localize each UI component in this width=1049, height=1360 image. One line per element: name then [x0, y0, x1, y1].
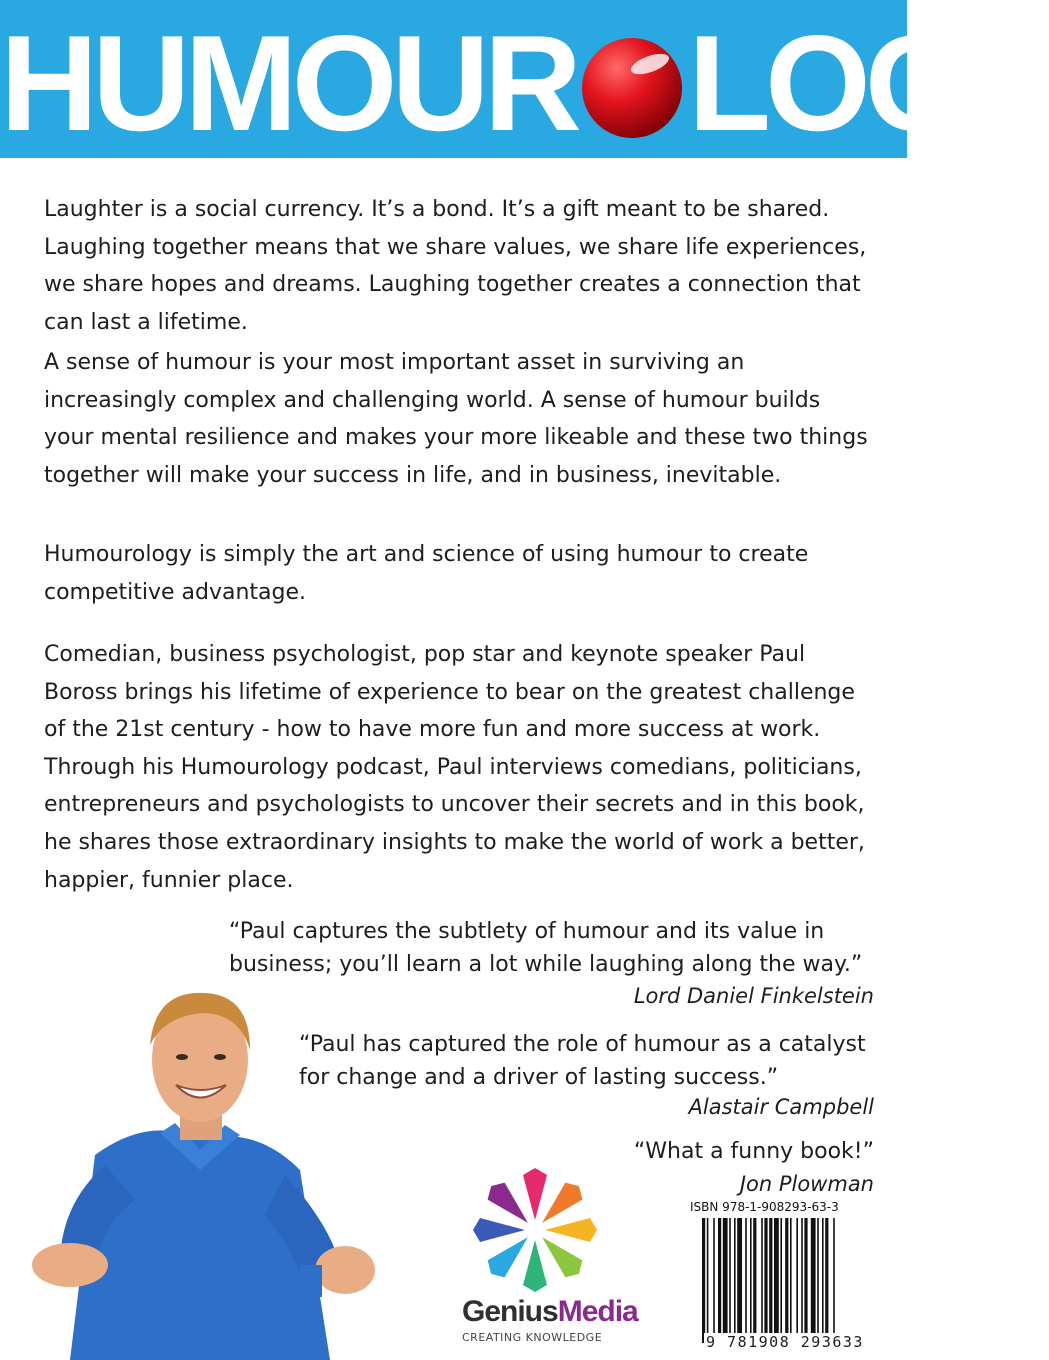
barcode-icon	[700, 1218, 880, 1348]
publisher-name	[462, 1295, 638, 1329]
author-photo	[0, 965, 400, 1360]
quote-2-author: Alastair Campbell	[688, 1095, 874, 1119]
blurb-paragraph-3: Humourology is simply the art and science of using humour to create competitive advantage.	[44, 542, 809, 605]
title-part-after: LOGY	[687, 7, 1049, 159]
title-part-before: HUMOUR	[0, 7, 576, 159]
barcode-digits: 9 781908 293633	[706, 1333, 864, 1351]
book-title	[0, 7, 1049, 159]
publisher-name-part2: Media	[557, 1295, 638, 1328]
red-nose-icon	[580, 36, 684, 140]
author-bio-paragraph: Comedian, business psychologist, pop star and keynote speaker Paul Boross brings his lifetime of experience to bear on the greatest challenge of the 21st century - how to have more fun and more success at work. Through his Humourology podcast, Paul interviews comedians, politicians, entrepreneurs and psychologists to uncover their secrets and in this book, he shares those extraordinary insights to make the world of work a better, happier, funnier place.	[44, 642, 865, 893]
quote-2-text: “Paul has captured the role of humour as a catalyst for change and a driver of lasting success.”	[299, 1032, 866, 1090]
quote-3-text: “What a funny book!”	[633, 1139, 874, 1164]
flower-logo-icon	[470, 1165, 600, 1295]
isbn-label: ISBN 978-1-908293-63-3	[690, 1200, 839, 1214]
quote-1-text: “Paul captures the subtlety of humour and its value in business; you’ll learn a lot while laughing along the way.”	[229, 919, 863, 977]
quote-1-author: Lord Daniel Finkelstein	[633, 984, 874, 1008]
publisher-logo	[462, 1165, 638, 1360]
blurb-paragraph-1: Laughter is a social currency. It’s a bond. It’s a gift meant to be shared. Laughing together means that we share values, we share life experiences, we share hopes and dreams. Laughing together creates a connection that can last a lifetime.	[44, 197, 867, 335]
publisher-tagline: CREATING KNOWLEDGE	[462, 1331, 603, 1344]
quote-3-author: Jon Plowman	[739, 1172, 874, 1196]
blurb-paragraph-2: A sense of humour is your most important asset in surviving an increasingly complex and challenging world. A sense of humour builds your mental resilience and makes your more likeable and these two things together will make your success in life, and in business, inevitable.	[44, 350, 868, 488]
publisher-name-part1: Genius	[462, 1295, 558, 1328]
